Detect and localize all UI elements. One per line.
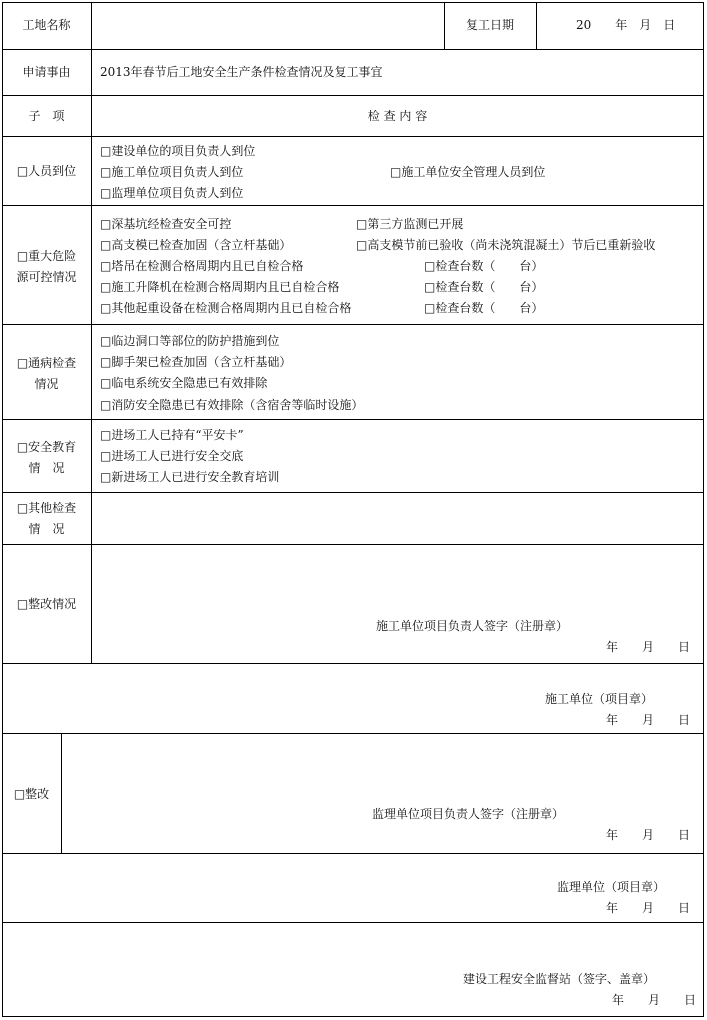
signature-date: 年 月 日 bbox=[606, 640, 691, 654]
rule bbox=[2, 49, 704, 50]
border-right bbox=[703, 2, 704, 1017]
check-count[interactable]: □检查台数（ 台） bbox=[424, 301, 544, 315]
rule bbox=[2, 853, 704, 854]
check-item[interactable]: □监理单位项目负责人到位 bbox=[100, 186, 244, 200]
rule bbox=[2, 544, 704, 545]
check-item[interactable]: □高支模已检查加固（含立杆基础） bbox=[100, 238, 292, 252]
personnel-label: □人员到位 bbox=[16, 164, 77, 178]
check-item[interactable]: □脚手架已检查加固（含立杆基础） bbox=[100, 355, 292, 369]
check-item[interactable]: □临电系统安全隐患已有效排除 bbox=[100, 376, 268, 390]
supervision-rectification-label: □整改 bbox=[13, 787, 50, 801]
contractor-seal-date: 年 月 日 bbox=[606, 713, 691, 727]
check-item[interactable]: □其他起重设备在检测合格周期内且已自检合格 bbox=[100, 301, 352, 315]
check-item[interactable]: □进场工人已持有“平安卡” bbox=[100, 428, 244, 442]
rule bbox=[2, 419, 704, 420]
check-item[interactable]: □深基坑经检查安全可控 bbox=[100, 217, 232, 231]
safety-education-label-line2: 情 况 bbox=[28, 461, 65, 475]
supervisor-seal: 监理单位（项目章） bbox=[557, 880, 666, 894]
check-item[interactable]: □施工升降机在检测合格周期内且已自检合格 bbox=[100, 280, 340, 294]
rectification-label: □整改情况 bbox=[16, 597, 77, 611]
check-item[interactable]: □施工单位安全管理人员到位 bbox=[390, 165, 546, 179]
rule bbox=[2, 922, 704, 923]
resume-date-label: 复工日期 bbox=[465, 18, 514, 32]
check-item[interactable]: □临边洞口等部位的防护措施到位 bbox=[100, 334, 280, 348]
safety-station-seal: 建设工程安全监督站（签字、盖章） bbox=[463, 972, 656, 986]
supervisor-signature-date: 年 月 日 bbox=[606, 828, 691, 842]
border-bottom bbox=[2, 1016, 704, 1017]
check-item[interactable]: □消防安全隐患已有效排除（含宿舍等临时设施） bbox=[100, 398, 364, 412]
application-value: 2013年春节后工地安全生产条件检查情况及复工事宜 bbox=[100, 65, 383, 79]
label-column-rule bbox=[91, 2, 92, 664]
other-check-field[interactable] bbox=[92, 493, 703, 544]
rule bbox=[2, 136, 704, 137]
rule bbox=[2, 663, 704, 664]
application-label: 申请事由 bbox=[22, 65, 71, 79]
check-item[interactable]: □塔吊在检测合格周期内且已自检合格 bbox=[100, 259, 304, 273]
date-label-right-rule bbox=[536, 2, 537, 50]
rule bbox=[2, 95, 704, 96]
common-issues-label-line2: 情况 bbox=[34, 377, 59, 391]
check-count[interactable]: □检查台数（ 台） bbox=[424, 259, 544, 273]
common-issues-label-line1: □通病检查 bbox=[16, 356, 77, 370]
sub-item-header: 子 项 bbox=[28, 109, 65, 123]
check-item[interactable]: □施工单位项目负责人到位 bbox=[100, 165, 244, 179]
check-item[interactable]: □新进场工人已进行安全教育培训 bbox=[100, 470, 280, 484]
check-item[interactable]: □进场工人已进行安全交底 bbox=[100, 449, 244, 463]
resume-date-field[interactable]: 20 年 月 日 bbox=[576, 18, 676, 32]
rule bbox=[2, 205, 704, 206]
supervisor-manager-signature: 监理单位项目负责人签字（注册章） bbox=[372, 807, 565, 821]
supervision-column-rule bbox=[61, 733, 62, 854]
border-top bbox=[2, 2, 704, 3]
other-check-label-line2: 情 况 bbox=[28, 522, 65, 536]
major-hazard-label-line1: □重大危险 bbox=[16, 249, 77, 263]
major-hazard-label-line2: 源可控情况 bbox=[16, 270, 77, 284]
check-count[interactable]: □检查台数（ 台） bbox=[424, 280, 544, 294]
check-item[interactable]: □建设单位的项目负责人到位 bbox=[100, 144, 256, 158]
site-name-label: 工地名称 bbox=[22, 18, 71, 32]
other-check-label-line1: □其他检查 bbox=[16, 501, 77, 515]
check-item[interactable]: □第三方监测已开展 bbox=[356, 217, 464, 231]
contractor-seal: 施工单位（项目章） bbox=[545, 692, 654, 706]
rule bbox=[2, 733, 704, 734]
content-header: 检 查 内 容 bbox=[367, 109, 428, 123]
check-item[interactable]: □高支模节前已验收（尚未浇筑混凝土）节后已重新验收 bbox=[356, 238, 656, 252]
safety-education-label-line1: □安全教育 bbox=[16, 440, 77, 454]
safety-station-date: 年 月 日 bbox=[612, 993, 697, 1007]
contractor-manager-signature: 施工单位项目负责人签字（注册章） bbox=[376, 619, 569, 633]
rule bbox=[2, 324, 704, 325]
supervisor-seal-date: 年 月 日 bbox=[606, 901, 691, 915]
